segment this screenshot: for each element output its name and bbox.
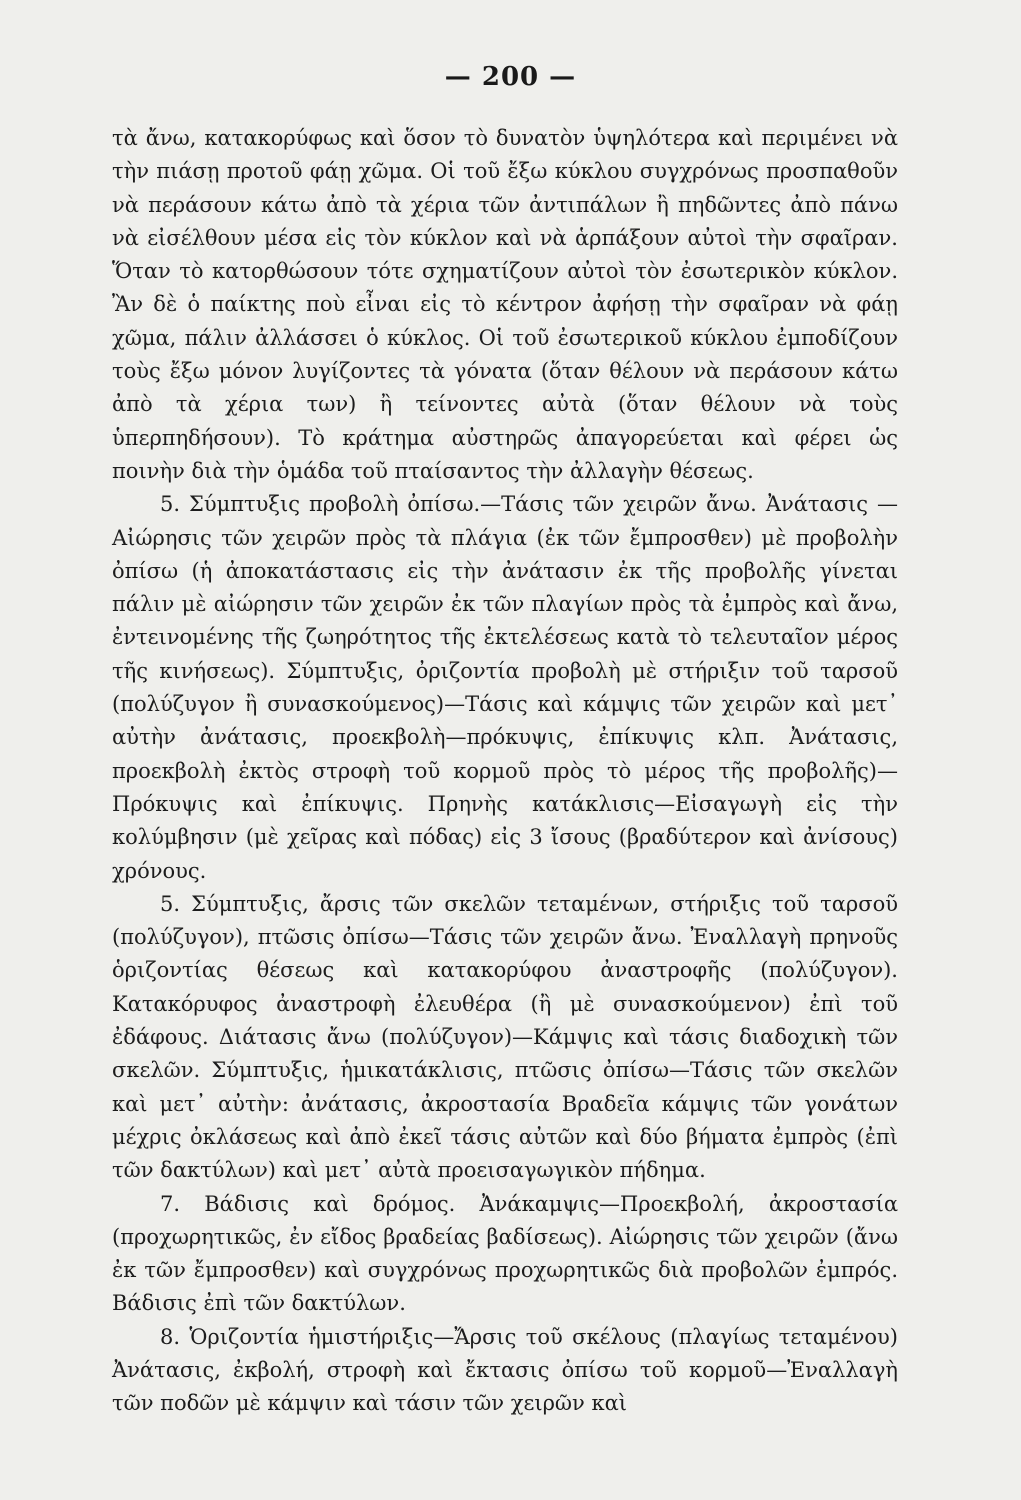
paragraph: 5. Σύμπτυξις, ἄρσις τῶν σκελῶν τεταμένων, στήριξις τοῦ ταρσοῦ (πολύζυγον), πτῶσις ὀπίσω—Τάσις τῶν χειρῶν ἄνω. Ἐναλλαγὴ πρηνοῦς ὁριζοντίας θέσεως καὶ κατακορύφου ἀναστροφῆς (πολύζυγον). Κατακόρυφος ἀναστροφὴ ἐλευθέρα (ἢ μὲ συνασκούμενον) ἐπὶ τοῦ ἐδάφους. Διάτασις ἄνω (πολύζυγον)—Κάμψις καὶ τάσις διαδοχικὴ τῶν σκελῶν. Σύμπτυξις, ἡμικατάκλισις, πτῶσις ὀπίσω—Τάσις τῶν σκελῶν καὶ μετ᾽ αὐτὴν: ἀνάτασις, ἀκροστασία Βραδεῖα κάμψις τῶν γονάτων μέχρις ὀκλάσεως καὶ ἀπὸ ἐκεῖ τάσις αὐτῶν καὶ δύο βήματα ἐμπρὸς (ἐπὶ τῶν δακτύλων) καὶ μετ᾽ αὐτὰ προεισαγωγικὸν πήδημα. bbox=[112, 891, 898, 1183]
page-number: — 200 — bbox=[444, 62, 577, 92]
body-text bbox=[112, 122, 898, 1421]
paragraph: 5. Σύμπτυξις προβολὴ ὀπίσω.—Τάσις τῶν χειρῶν ἄνω. Ἀνάτασις —Αἰώρησις τῶν χειρῶν πρὸς τὰ πλάγια (ἐκ τῶν ἔμπροσθεν) μὲ προβολὴν ὀπίσω (ἡ ἀποκατάστασις εἰς τὴν ἀνάτασιν ἐκ τῆς προβολῆς γίνεται πάλιν μὲ αἰώρησιν τῶν χειρῶν ἐκ τῶν πλαγίων πρὸς τὰ ἐμπρὸς καὶ ἄνω, ἐντεινομένης τῆς ζωηρότητος τῆς ἐκτελέσεως κατὰ τὸ τελευταῖον μέρος τῆς κινήσεως). Σύμπτυξις, ὀριζοντία προβολὴ μὲ στήριξιν τοῦ ταρσοῦ (πολύζυγον ἢ συνασκούμενος)—Τάσις καὶ κάμψις τῶν χειρῶν καὶ μετ᾽ αὐτὴν ἀνάτασις, προεκβολὴ—πρόκυψις, ἐπίκυψις κλπ. Ἀνάτασις, προεκβολὴ ἐκτὸς στροφὴ τοῦ κορμοῦ πρὸς τὸ μέρος τῆς προβολῆς)—Πρόκυψις καὶ ἐπίκυψις. Πρηνὴς κατάκλισις—Εἰσαγωγὴ εἰς τὴν κολύμβησιν (μὲ χεῖρας καὶ πόδας) εἰς 3 ἴσους (βραδύτερον καὶ ἀνίσους) χρόνους. bbox=[112, 492, 898, 883]
paragraph: τὰ ἄνω, κατακορύφως καὶ ὅσον τὸ δυνατὸν ὑψηλότερα καὶ περιμένει νὰ τὴν πιάσῃ προτοῦ φάῃ χῶμα. Οἱ τοῦ ἔξω κύκλου συγχρόνως προσπαθοῦν νὰ περάσουν κάτω ἀπὸ τὰ χέρια τῶν ἀντιπάλων ἢ πηδῶντες ἀπὸ πάνω νὰ εἰσέλθουν μέσα εἰς τὸν κύκλον καὶ νὰ ἁρπάξουν αὐτοὶ τὴν σφαῖραν. Ὅταν τὸ κατορθώσουν τότε σχηματίζουν αὐτοὶ τὸν ἐσωτερικὸν κύκλον. Ἂν δὲ ὁ παίκτης ποὺ εἶναι εἰς τὸ κέντρον ἀφήσῃ τὴν σφαῖραν νὰ φάῃ χῶμα, πάλιν ἀλλάσσει ὁ κύκλος. Οἱ τοῦ ἐσωτερικοῦ κύκλου ἐμποδίζουν τοὺς ἔξω μόνον λυγίζοντες τὰ γόνατα (ὅταν θέλουν νὰ περάσουν κάτω ἀπὸ τὰ χέρια των) ἢ τείνοντες αὐτὰ (ὅταν θέλουν νὰ τοὺς ὑπερπηδήσουν). Τὸ κράτημα αὐστηρῶς ἀπαγορεύεται καὶ φέρει ὡς ποινὴν διὰ τὴν ὁμάδα τοῦ πταίσαντος τὴν ἀλλαγὴν θέσεως. bbox=[112, 126, 898, 483]
paragraph: 7. Βάδισις καὶ δρόμος. Ἀνάκαμψις—Προεκβολή, ἀκροστασία (προχωρητικῶς, ἐν εἴδος βραδείας βαδίσεως). Αἰώρησις τῶν χειρῶν (ἄνω ἐκ τῶν ἔμπροσθεν) καὶ συγχρόνως προχωρητικῶς διὰ προβολῶν ἐμπρός. Βάδισις ἐπὶ τῶν δακτύλων. bbox=[112, 1191, 898, 1316]
paragraph: 8. Ὁριζοντία ἡμιστήριξις—Ἄρσις τοῦ σκέλους (πλαγίως τεταμένου) Ἀνάτασις, ἐκβολή, στροφὴ καὶ ἔκτασις ὀπίσω τοῦ κορμοῦ—Ἐναλλαγὴ τῶν ποδῶν μὲ κάμψιν καὶ τάσιν τῶν χειρῶν καὶ bbox=[112, 1324, 898, 1416]
